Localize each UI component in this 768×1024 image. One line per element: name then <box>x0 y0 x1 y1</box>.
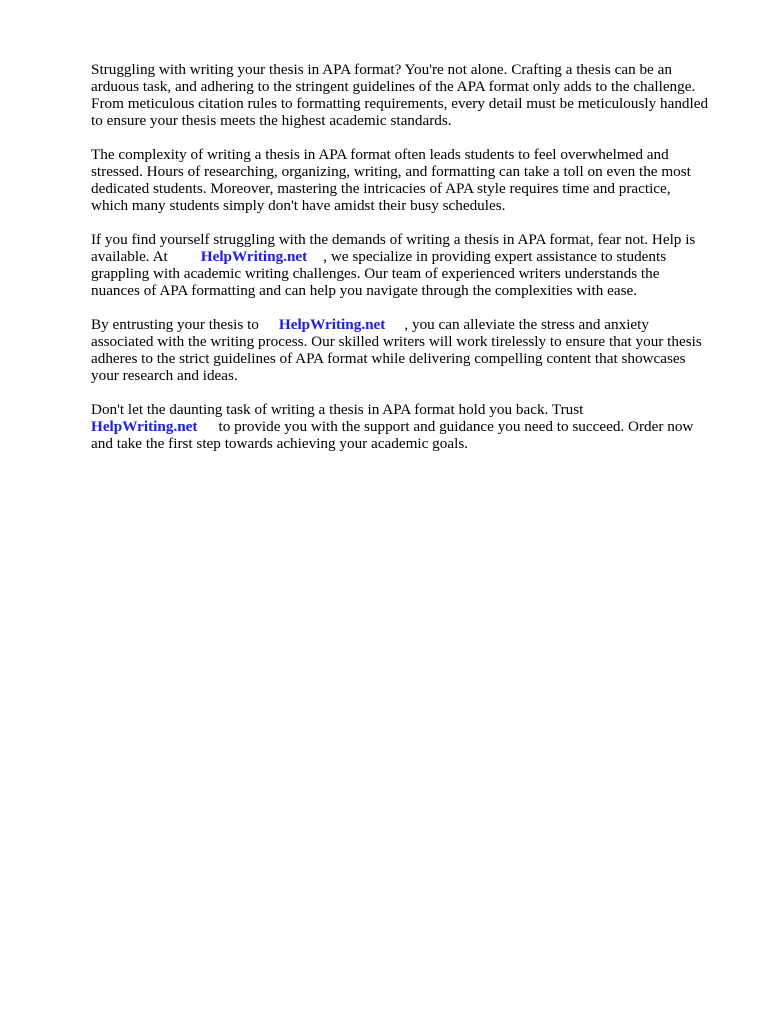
text-line: stressed. Hours of researching, organizing, writing, and formatting can take a toll on even the most <box>91 163 691 180</box>
text-line: your research and ideas. <box>91 367 238 384</box>
text-line: The complexity of writing a thesis in APA format often leads students to feel overwhelmed and <box>91 146 669 163</box>
text-line: nuances of APA formatting and can help you navigate through the complexities with ease. <box>91 282 638 299</box>
text-line <box>91 316 731 333</box>
paragraph-closing <box>91 401 731 452</box>
text-line: and take the first step towards achieving your academic goals. <box>91 435 469 452</box>
text-line: arduous task, and adhering to the stringent guidelines of the APA format only adds to the challenge. <box>91 78 696 95</box>
document-page <box>91 61 731 469</box>
text-line <box>91 248 731 265</box>
text-line: Struggling with writing your thesis in APA format? You're not alone. Crafting a thesis can be an <box>91 61 672 78</box>
text-line: to ensure your thesis meets the highest academic standards. <box>91 112 452 129</box>
text-line: associated with the writing process. Our skilled writers will work tirelessly to ensure that your thesis <box>91 333 702 350</box>
paragraph-intro <box>91 61 731 129</box>
text-fragment: , we specialize in providing expert assistance to students <box>323 248 667 265</box>
text-line: which many students simply don't have amidst their busy schedules. <box>91 197 506 214</box>
paragraph-complexity <box>91 146 731 214</box>
text-fragment: By entrusting your thesis to <box>91 316 259 333</box>
text-fragment: to provide you with the support and guidance you need to succeed. Order now <box>218 418 694 435</box>
text-line: Don't let the daunting task of writing a thesis in APA format hold you back. Trust <box>91 401 584 418</box>
helpwriting-link[interactable]: HelpWriting.net <box>200 248 308 265</box>
text-line: From meticulous citation rules to formatting requirements, every detail must be meticulously handled <box>91 95 709 112</box>
text-line: grappling with academic writing challenges. Our team of experienced writers understands the <box>91 265 660 282</box>
text-fragment: , you can alleviate the stress and anxiety <box>404 316 649 333</box>
helpwriting-link[interactable]: HelpWriting.net <box>91 418 198 435</box>
paragraph-help <box>91 231 731 299</box>
text-line: adheres to the strict guidelines of APA format while delivering compelling content that showcases <box>91 350 686 367</box>
text-line: dedicated students. Moreover, mastering the intricacies of APA style requires time and practice, <box>91 180 671 197</box>
paragraph-entrust <box>91 316 731 384</box>
text-line: If you find yourself struggling with the demands of writing a thesis in APA format, fear not. Help is <box>91 231 696 248</box>
helpwriting-link[interactable]: HelpWriting.net <box>278 316 386 333</box>
text-line <box>91 418 731 435</box>
text-fragment: available. At <box>91 248 168 265</box>
